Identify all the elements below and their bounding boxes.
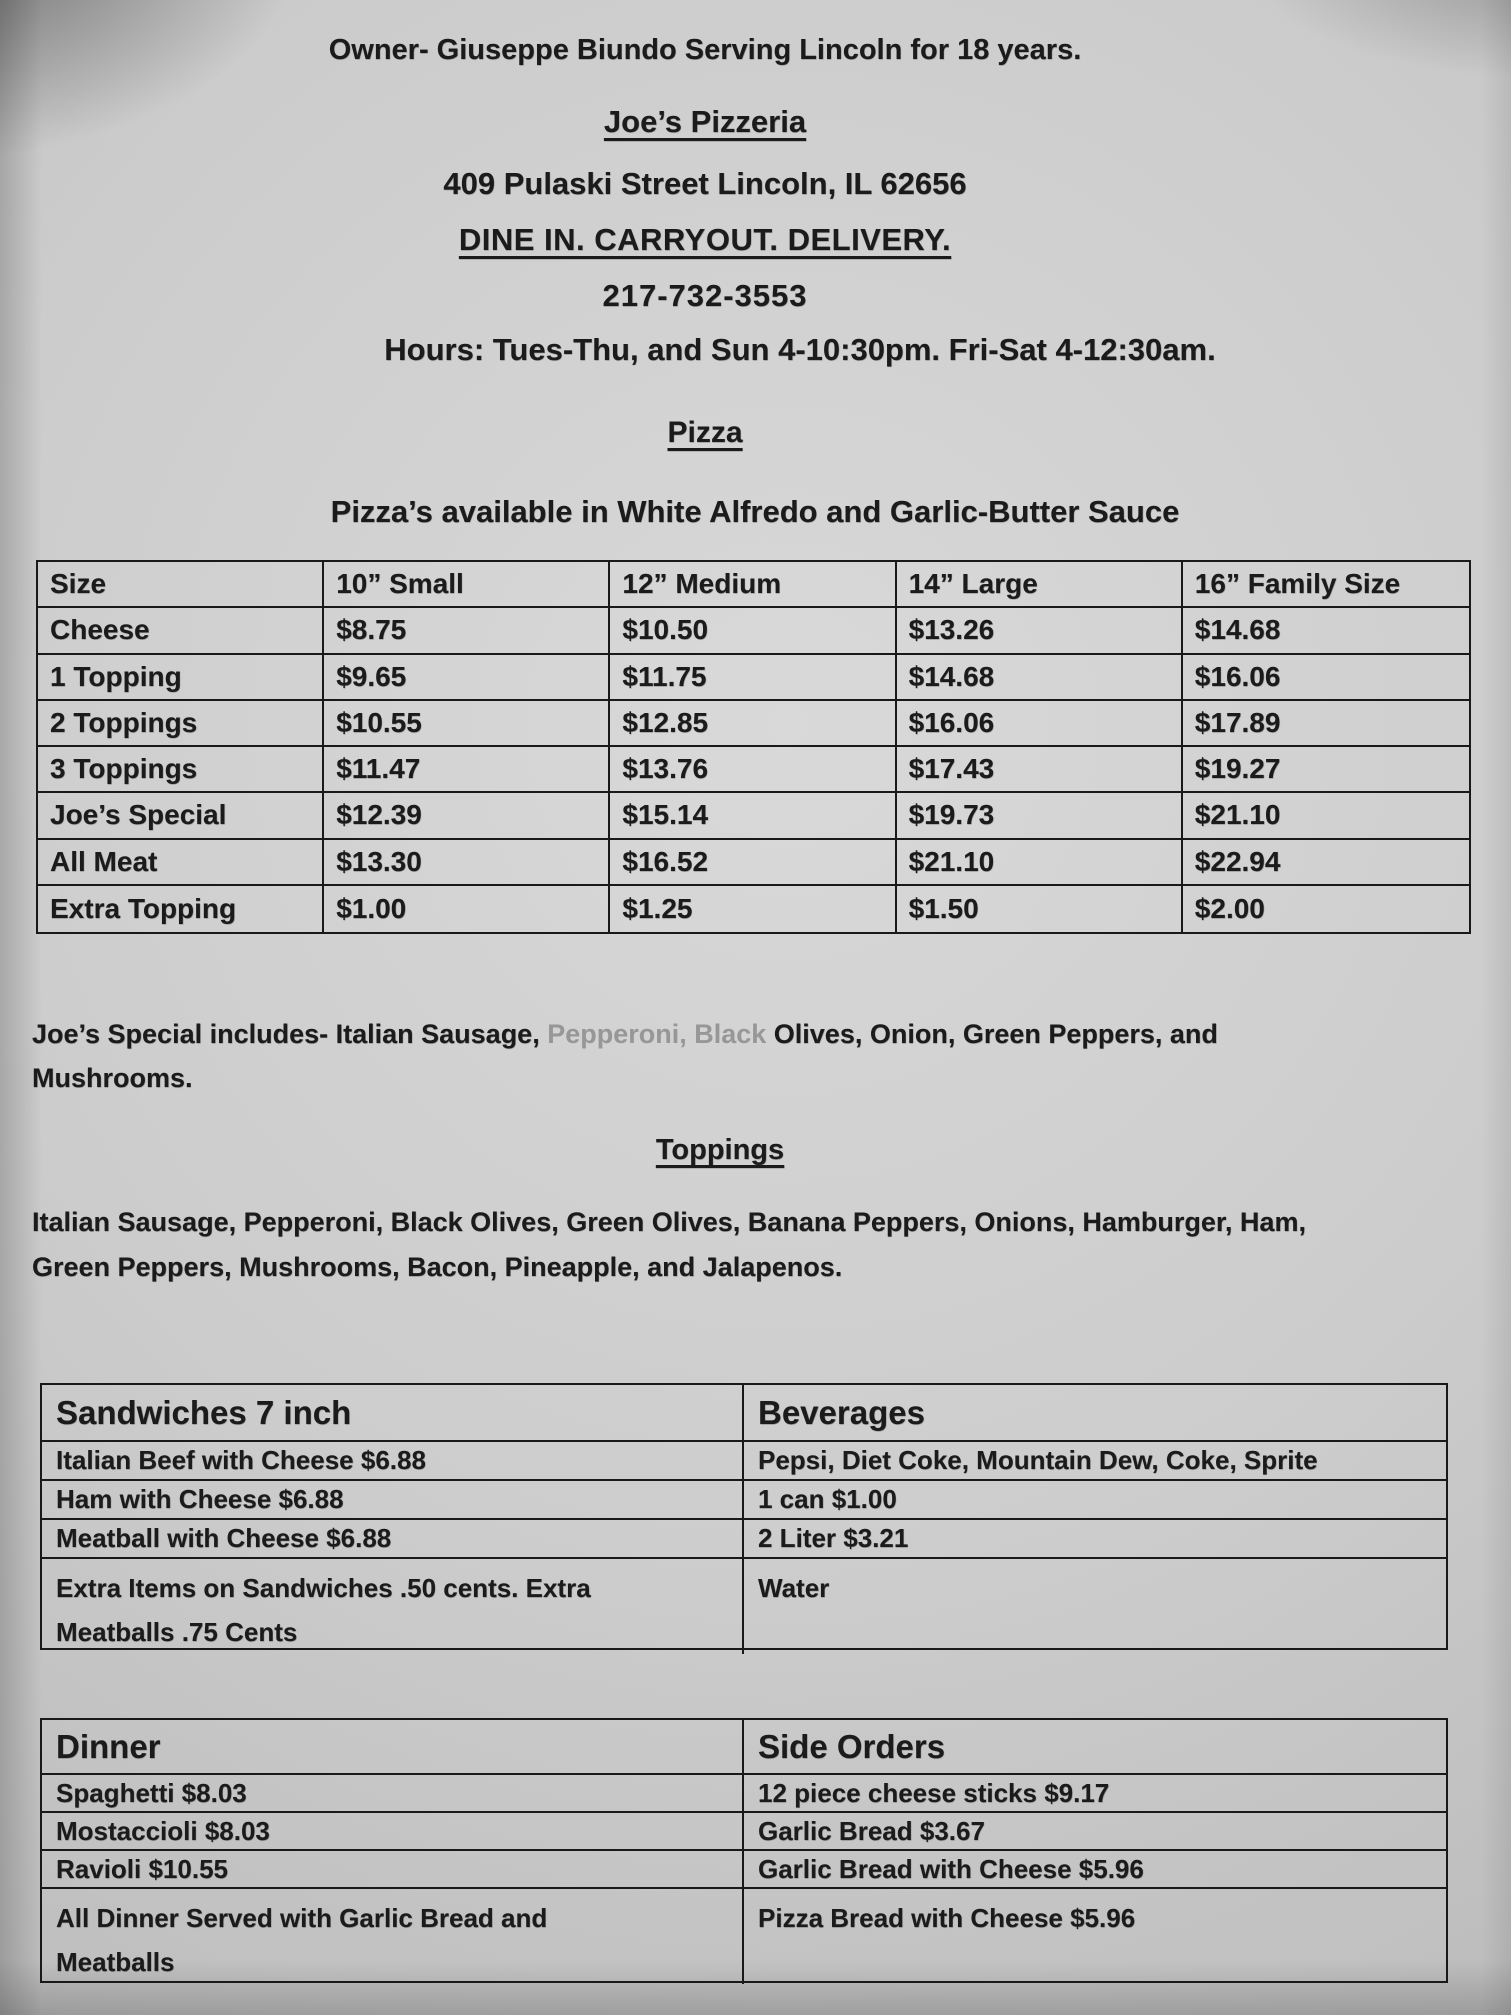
menu-item-cell: Water (758, 1573, 830, 1603)
pizza-price-cell: $11.47 (324, 747, 610, 793)
pizza-price-cell: $16.52 (610, 840, 896, 886)
toppings-list-line2: Green Peppers, Mushrooms, Bacon, Pineapple, and Jalapenos. (32, 1252, 843, 1282)
note-faded-segment: Pepperoni, Black (547, 1019, 774, 1049)
pizza-price-cell: $13.76 (610, 747, 896, 793)
pizza-price-cell: $1.00 (324, 886, 610, 932)
menu-item-cell (42, 1889, 744, 1984)
pizza-price-cell: $19.27 (1183, 747, 1469, 793)
pizza-price-cell: $2.00 (1194, 892, 1265, 924)
pizza-price-cell: $12.39 (324, 793, 610, 839)
toppings-list (32, 1200, 1502, 1290)
pizza-row-label: 3 Toppings (38, 747, 324, 793)
pizza-row-label: Extra Topping (38, 886, 324, 932)
menu-item-cell: Pizza Bread with Cheese $5.96 (758, 1903, 1136, 1933)
menu-item-text: All Dinner Served with Garlic Bread and Meatballs (56, 1903, 548, 1978)
pizza-price-cell: $17.43 (897, 747, 1183, 793)
address-line: 409 Pulaski Street Lincoln, IL 62656 (443, 166, 967, 201)
pizza-price-cell: $1.50 (897, 886, 1183, 932)
pizza-price-cell: $10.50 (610, 608, 896, 654)
phone-number: 217-732-3553 (602, 278, 808, 313)
pizza-price-cell: $14.68 (1183, 608, 1469, 654)
pizza-row-label: Joe’s Special (38, 793, 324, 839)
pizza-price-cell: $8.75 (324, 608, 610, 654)
menu-item-text: Extra Items on Sandwiches .50 cents. Extra Meatballs .75 Cents (56, 1573, 591, 1648)
beverages-header: Beverages (744, 1385, 1446, 1442)
joes-special-note-line2: Mushrooms. (32, 1063, 193, 1093)
pizza-price-cell: $17.89 (1183, 701, 1469, 747)
pizza-price-cell: $21.10 (897, 840, 1183, 886)
pizza-row-label: Cheese (38, 608, 324, 654)
menu-item-cell: Mostaccioli $8.03 (42, 1813, 744, 1851)
dinner-sides-table (40, 1718, 1448, 1983)
pizza-price-cell: $10.55 (324, 701, 610, 747)
dinner-header: Dinner (42, 1720, 744, 1775)
pizza-row-label: All Meat (38, 840, 324, 886)
pizza-col-header-large: 14” Large (897, 562, 1183, 608)
menu-item-cell: Ravioli $10.55 (42, 1851, 744, 1889)
joes-special-note-line1 (32, 1012, 1494, 1056)
pizza-price-cell: $1.25 (610, 886, 896, 932)
side-orders-header: Side Orders (744, 1720, 1446, 1775)
note-rest: Olives, Onion, Green Peppers, and (773, 1019, 1218, 1049)
pizza-col-header-medium: 12” Medium (610, 562, 896, 608)
menu-item-cell: Meatball with Cheese $6.88 (42, 1520, 744, 1559)
menu-item-cell: Garlic Bread $3.67 (744, 1813, 1446, 1851)
toppings-heading-text: Toppings (655, 1134, 785, 1166)
restaurant-name (30, 104, 1380, 140)
pizza-price-cell: $21.10 (1183, 793, 1469, 839)
pizza-col-header-family: 16” Family Size (1183, 562, 1469, 608)
sandwiches-header: Sandwiches 7 inch (42, 1385, 744, 1442)
toppings-list-line1: Italian Sausage, Pepperoni, Black Olives, Green Olives, Banana Peppers, Onions, Hamburger, Ham, (32, 1207, 1306, 1237)
menu-item-cell: 1 can $1.00 (744, 1481, 1446, 1520)
pizza-price-cell: $13.30 (324, 840, 610, 886)
pizza-price-cell: $22.94 (1183, 840, 1469, 886)
pizza-price-cell: $16.06 (897, 701, 1183, 747)
pizza-subheading: Pizza’s available in White Alfredo and Garlic-Butter Sauce (330, 494, 1180, 529)
service-line (30, 222, 1380, 258)
sandwich-beverage-table (40, 1383, 1448, 1650)
pizza-price-cell: $9.65 (324, 655, 610, 701)
restaurant-name-text: Joe’s Pizzeria (603, 104, 807, 139)
pizza-col-header-size: Size (38, 562, 324, 608)
menu-item-cell: 2 Liter $3.21 (744, 1520, 1446, 1559)
pizza-price-cell: $11.75 (610, 655, 896, 701)
menu-item-cell: Italian Beef with Cheese $6.88 (42, 1442, 744, 1481)
pizza-price-cell: $14.68 (897, 655, 1183, 701)
pizza-row-label: 1 Topping (38, 655, 324, 701)
menu-item-cell: Pepsi, Diet Coke, Mountain Dew, Coke, Sprite (744, 1442, 1446, 1481)
pizza-col-header-small: 10” Small (324, 562, 610, 608)
pizza-row-label: 2 Toppings (38, 701, 324, 747)
pizza-price-table (36, 560, 1471, 934)
pizza-price-cell: $15.14 (610, 793, 896, 839)
joes-special-note (32, 1012, 1494, 1100)
menu-item-cell: Spaghetti $8.03 (42, 1775, 744, 1813)
menu-item-cell: 12 piece cheese sticks $9.17 (744, 1775, 1446, 1813)
toppings-heading (40, 1134, 1400, 1167)
menu-item-cell: Ham with Cheese $6.88 (42, 1481, 744, 1520)
menu-item-cell: Garlic Bread with Cheese $5.96 (744, 1851, 1446, 1889)
pizza-price-cell: $19.73 (897, 793, 1183, 839)
pizza-price-cell: $12.85 (610, 701, 896, 747)
pizza-price-cell: $13.26 (897, 608, 1183, 654)
pizza-section-heading (30, 416, 1380, 450)
service-line-text: DINE IN. CARRYOUT. DELIVERY. (458, 222, 952, 257)
pizza-heading-text: Pizza (667, 416, 743, 449)
pizza-price-cell: $16.06 (1183, 655, 1469, 701)
owner-line: Owner- Giuseppe Biundo Serving Lincoln for 18 years. (328, 34, 1082, 66)
note-lead: Joe’s Special includes- Italian Sausage, (32, 1019, 548, 1049)
hours-line: Hours: Tues-Thu, and Sun 4-10:30pm. Fri-Sat 4-12:30am. (384, 332, 1216, 367)
menu-item-cell (42, 1559, 744, 1654)
